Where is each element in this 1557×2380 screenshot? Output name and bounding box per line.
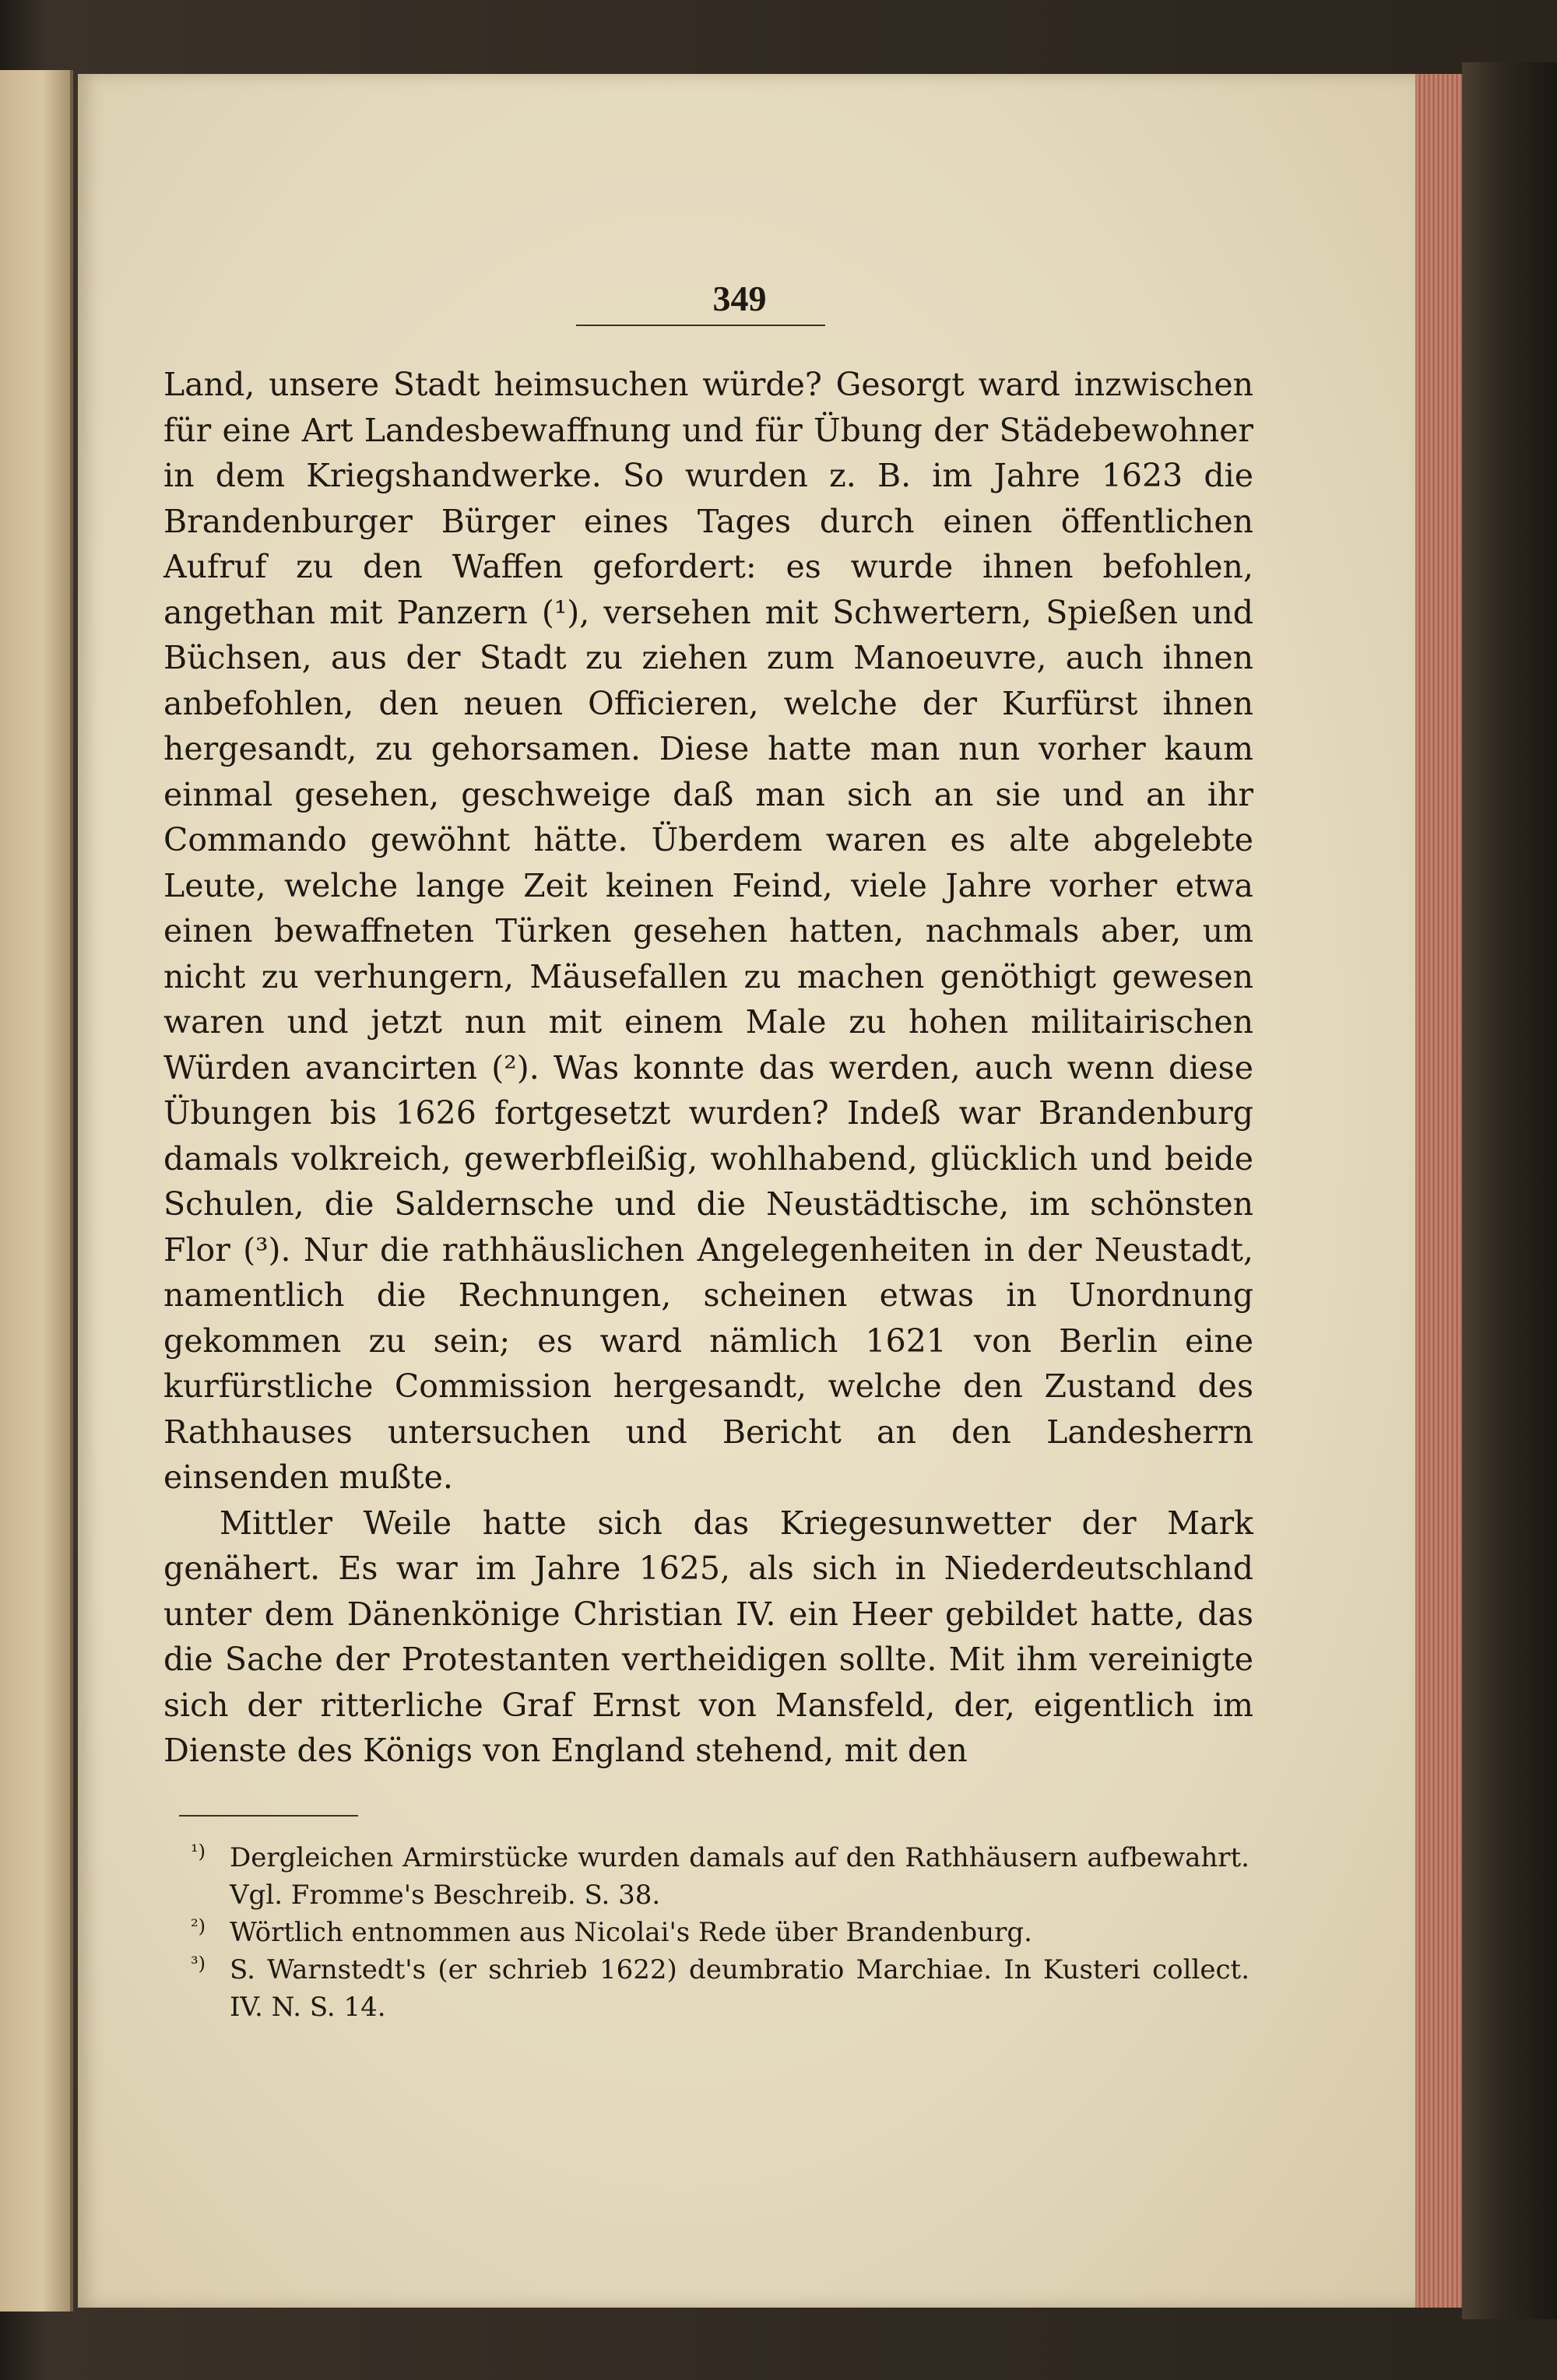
body-text — [163, 362, 1253, 1774]
footnote-text: S. Warnstedt's (er schrieb 1622) deumbratio Marchiae. In Kusteri collect. IV. N. S. 14. — [230, 1954, 1249, 2023]
book-cover-edge — [1462, 62, 1557, 2319]
footnotes — [191, 1839, 1249, 2026]
footnote-2 — [191, 1914, 1249, 1951]
footnote-text: Dergleichen Armirstücke wurden damals auf den Rathhäusern aufbewahrt. Vgl. Fromme's Beschreib. S. 38. — [230, 1842, 1249, 1911]
book-page — [78, 74, 1415, 2308]
header-rule — [576, 325, 825, 326]
paragraph-1: Land, unsere Stadt heimsuchen würde? Gesorgt ward inzwischen für eine Art Landesbewaffnung und für Übung der Städebewohner in dem Kriegshandwerke. So wurden z. B. im Jahre 1623 die Brandenburger Bürger eines Tages durch einen öffentlichen Aufruf zu den Waffen gefordert: es wurde ihnen befohlen, angethan mit Panzern (¹), versehen mit Schwertern, Spießen und Büchsen, aus der Stadt zu ziehen zum Manoeuvre, auch ihnen anbefohlen, den neuen Officieren, welche der Kurfürst ihnen hergesandt, zu gehorsamen. Diese hatte man nun vorher kaum einmal gesehen, geschweige daß man sich an sie und an ihr Commando gewöhnt hätte. Überdem waren es alte abgelebte Leute, welche lange Zeit keinen Feind, viele Jahre vorher etwa einen bewaffneten Türken gesehen hatten, nachmals aber, um nicht zu verhungern, Mäusefallen zu machen genöthigt gewesen waren und jetzt nun mit einem Male zu hohen militairischen Würden avancirten (²). Was konnte das werden, auch wenn diese Übungen bis 1626 fortgesetzt wurden? Indeß war Brandenburg damals volkreich, gewerbfleißig, wohlhabend, glücklich und beide Schulen, die Saldernsche und die Neustädtische, im schönsten Flor (³). Nur die rathhäuslichen Angelegenheiten in der Neustadt, namentlich die Rechnungen, scheinen etwas in Unordnung gekommen zu sein; es ward nämlich 1621 von Berlin eine kurfürstliche Commission hergesandt, welche den Zustand des Rathhauses untersuchen und Bericht an den Landesherrn einsenden mußte. — [163, 366, 1253, 1496]
footnote-1 — [191, 1839, 1249, 1914]
footnote-mark: ³) — [191, 1953, 206, 1975]
footnote-mark: ¹) — [191, 1841, 206, 1862]
page-block-edge — [1415, 74, 1462, 2308]
footnote-mark: ²) — [191, 1915, 206, 1937]
page-number: 349 — [712, 279, 767, 318]
footnote-3 — [191, 1951, 1249, 2026]
footnote-text: Wörtlich entnommen aus Nicolai's Rede über Brandenburg. — [230, 1917, 1032, 1948]
paragraph-2: Mittler Weile hatte sich das Kriegesunwetter der Mark genähert. Es war im Jahre 1625, als sich in Niederdeutschland unter dem Dänenkönige Christian IV. ein Heer gebildet hatte, das die Sache der Protestanten vertheidigen sollte. Mit ihm vereinigte sich der ritterliche Graf Ernst von Mansfeld, der, eigentlich im Dienste des Königs von England stehend, mit den — [163, 1504, 1253, 1769]
footnote-rule — [179, 1815, 358, 1817]
left-page-edge — [0, 70, 73, 2312]
